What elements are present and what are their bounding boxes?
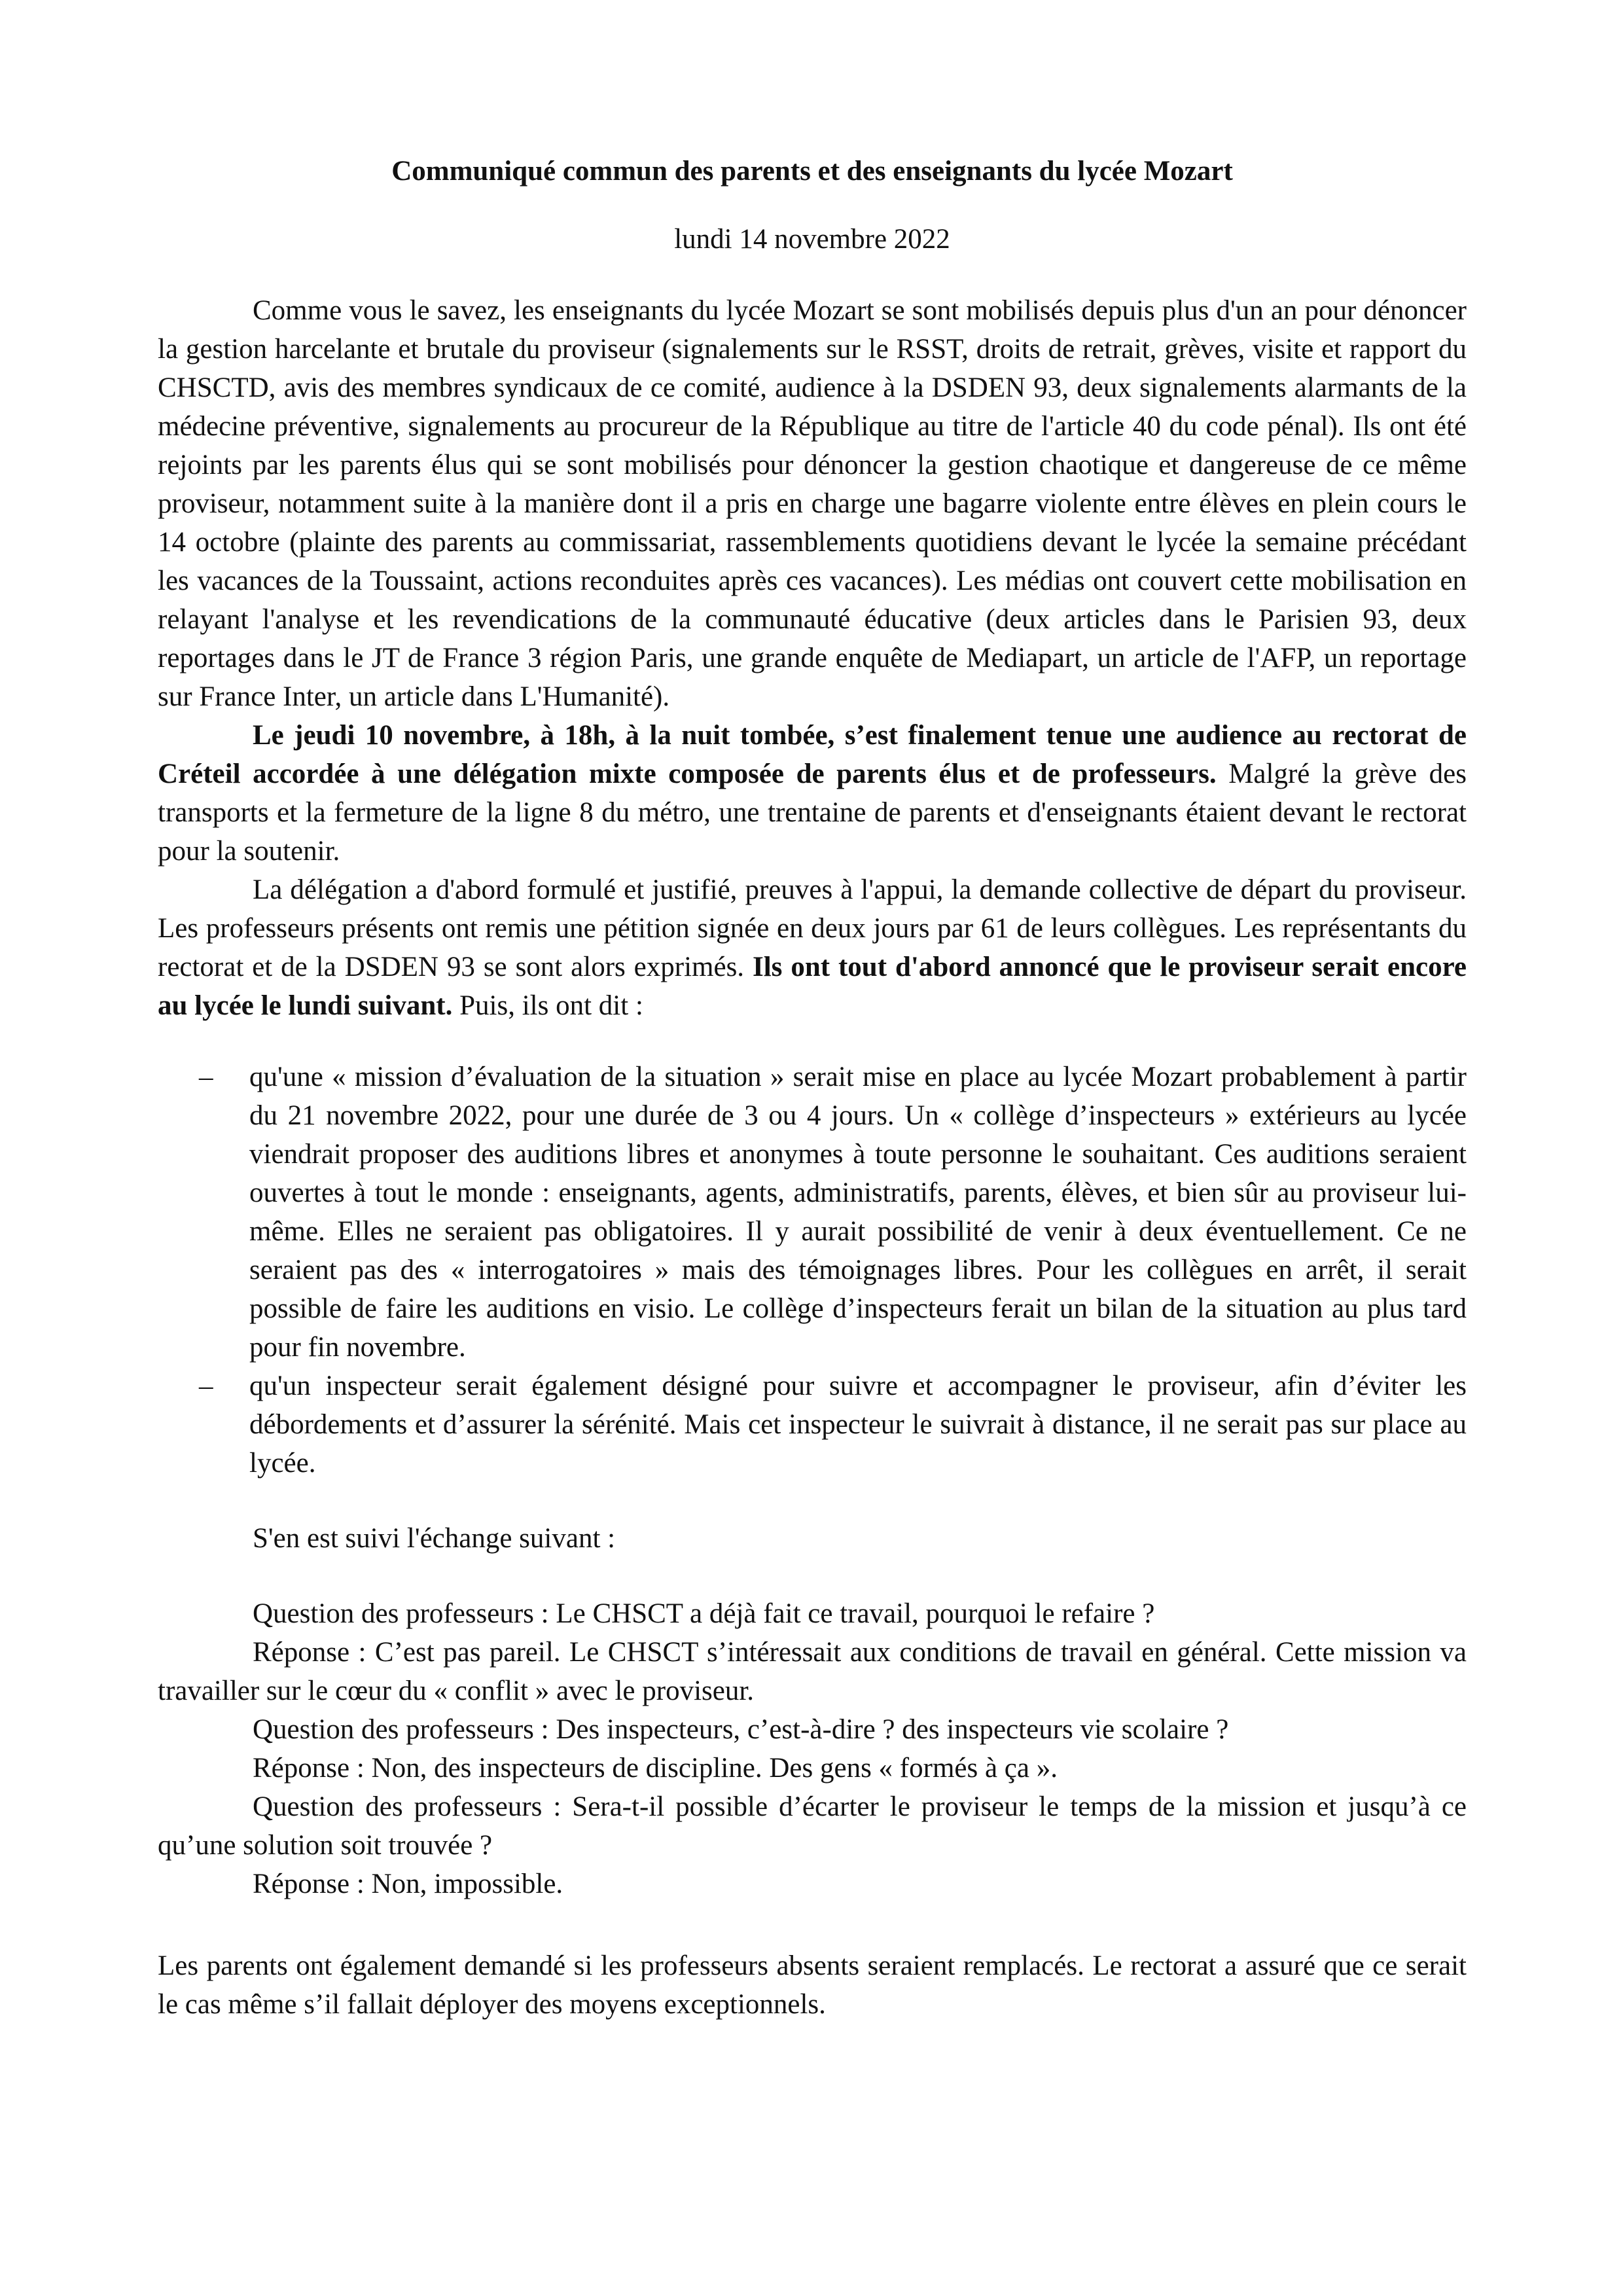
dash-bullet-icon: – xyxy=(199,1371,213,1401)
exchange-block xyxy=(158,1594,1467,1903)
announcement-list xyxy=(158,1058,1467,1482)
list-item xyxy=(158,1367,1467,1482)
exchange-line: Réponse : Non, impossible. xyxy=(253,1869,563,1899)
exchange-line: Question des professeurs : Le CHSCT a déjà fait ce travail, pourquoi le refaire ? xyxy=(253,1598,1155,1629)
audience-text: Malgré la grève des transports et la fermeture de la ligne 8 du métro, une trentaine de parents et d'enseignants étaient devant le rectorat pour la soutenir. xyxy=(158,759,1467,867)
delegation-paragraph xyxy=(158,870,1467,1025)
document-title: Communiqué commun des parents et des enseignants du lycée Mozart xyxy=(391,156,1233,187)
delegation-text: La délégation a d'abord formulé et justifié, preuves à l'appui, la demande collective de départ du proviseur. Les professeurs présents ont remis une pétition signée en deux jours par 61 de leurs collègues. Les représentants du rectorat et de la DSDEN 93 se sont alors exprimés. xyxy=(158,874,1467,982)
exchange-intro: S'en est suivi l'échange suivant : xyxy=(253,1523,616,1554)
exchange-line: Réponse : C’est pas pareil. Le CHSCT s’intéressait aux conditions de travail en général. Cette mission va travailler sur le cœur du « conflit » avec le proviseur. xyxy=(158,1637,1467,1706)
exchange-line: Question des professeurs : Sera-t-il possible d’écarter le proviseur le temps de la mission et jusqu’à ce qu’une solution soit trouvée ? xyxy=(158,1791,1467,1861)
audience-bold-text: Le jeudi 10 novembre, à 18h, à la nuit tombée, s’est finalement tenue une audience au rectorat de Créteil accordée à une délégation mixte composée de parents élus et de professeurs. xyxy=(158,720,1467,789)
delegation-bold-text: Ils ont tout d'abord annoncé que le proviseur serait encore au lycée le lundi suivant. xyxy=(158,952,1467,1021)
list-item xyxy=(158,1058,1467,1367)
exchange-line: Réponse : Non, des inspecteurs de discipline. Des gens « formés à ça ». xyxy=(253,1753,1058,1784)
delegation-end-text: Puis, ils ont dit : xyxy=(452,990,643,1021)
final-paragraph: Les parents ont également demandé si les professeurs absents seraient remplacés. Le rectorat a assuré que ce serait le cas même s’il fallait déployer des moyens exceptionnels. xyxy=(158,1950,1467,2020)
document-date: lundi 14 novembre 2022 xyxy=(674,224,950,255)
list-item-text: qu'une « mission d’évaluation de la situation » serait mise en place au lycée Mozart probablement à partir du 21 novembre 2022, pour une durée de 3 ou 4 jours. Un « collège d’inspecteurs » extérieurs au lycée viendrait proposer des auditions libres et anonymes à toute personne le souhaitant. Ces auditions seraient ouvertes à tout le monde : enseignants, agents, administratifs, parents, élèves, et bien sûr au proviseur lui-même. Elles ne seraient pas obligatoires. Il y aurait possibilité de venir à deux éventuellement. Ce ne seraient pas des « interrogatoires » mais des témoignages libres. Pour les collègues en arrêt, il serait possible de faire les auditions en visio. Le collège d’inspecteurs ferait un bilan de la situation au plus tard pour fin novembre. xyxy=(249,1062,1467,1363)
intro-paragraph: Comme vous le savez, les enseignants du lycée Mozart se sont mobilisés depuis plus d'un an pour dénoncer la gestion harcelante et brutale du proviseur (signalements sur le RSST, droits de retrait, grèves, visite et rapport du CHSCTD, avis des membres syndicaux de ce comité, audience à la DSDEN 93, deux signalements alarmants de la médecine préventive, signalements au procureur de la République au titre de l'article 40 du code pénal). Ils ont été rejoints par les parents élus qui se sont mobilisés pour dénoncer la gestion chaotique et dangereuse de ce même proviseur, notamment suite à la manière dont il a pris en charge une bagarre violente entre élèves en plein cours le 14 octobre (plainte des parents au commissariat, rassemblements quotidiens devant le lycée la semaine précédant les vacances de la Toussaint, actions reconduites après ces vacances). Les médias ont couvert cette mobilisation en relayant l'analyse et les revendications de la communauté éducative (deux articles dans le Parisien 93, deux reportages dans le JT de France 3 région Paris, une grande enquête de Mediapart, un article de l'AFP, un reportage sur France Inter, un article dans L'Humanité). xyxy=(158,295,1467,712)
audience-paragraph xyxy=(158,716,1467,870)
list-item-text: qu'un inspecteur serait également désigné pour suivre et accompagner le proviseur, afin d’éviter les débordements et d’assurer la sérénité. Mais cet inspecteur le suivrait à distance, il ne serait pas sur place au lycée. xyxy=(249,1371,1467,1479)
document-body xyxy=(158,152,1467,2024)
exchange-line: Question des professeurs : Des inspecteurs, c’est-à-dire ? des inspecteurs vie scolaire ? xyxy=(253,1714,1229,1745)
dash-bullet-icon: – xyxy=(199,1062,213,1092)
